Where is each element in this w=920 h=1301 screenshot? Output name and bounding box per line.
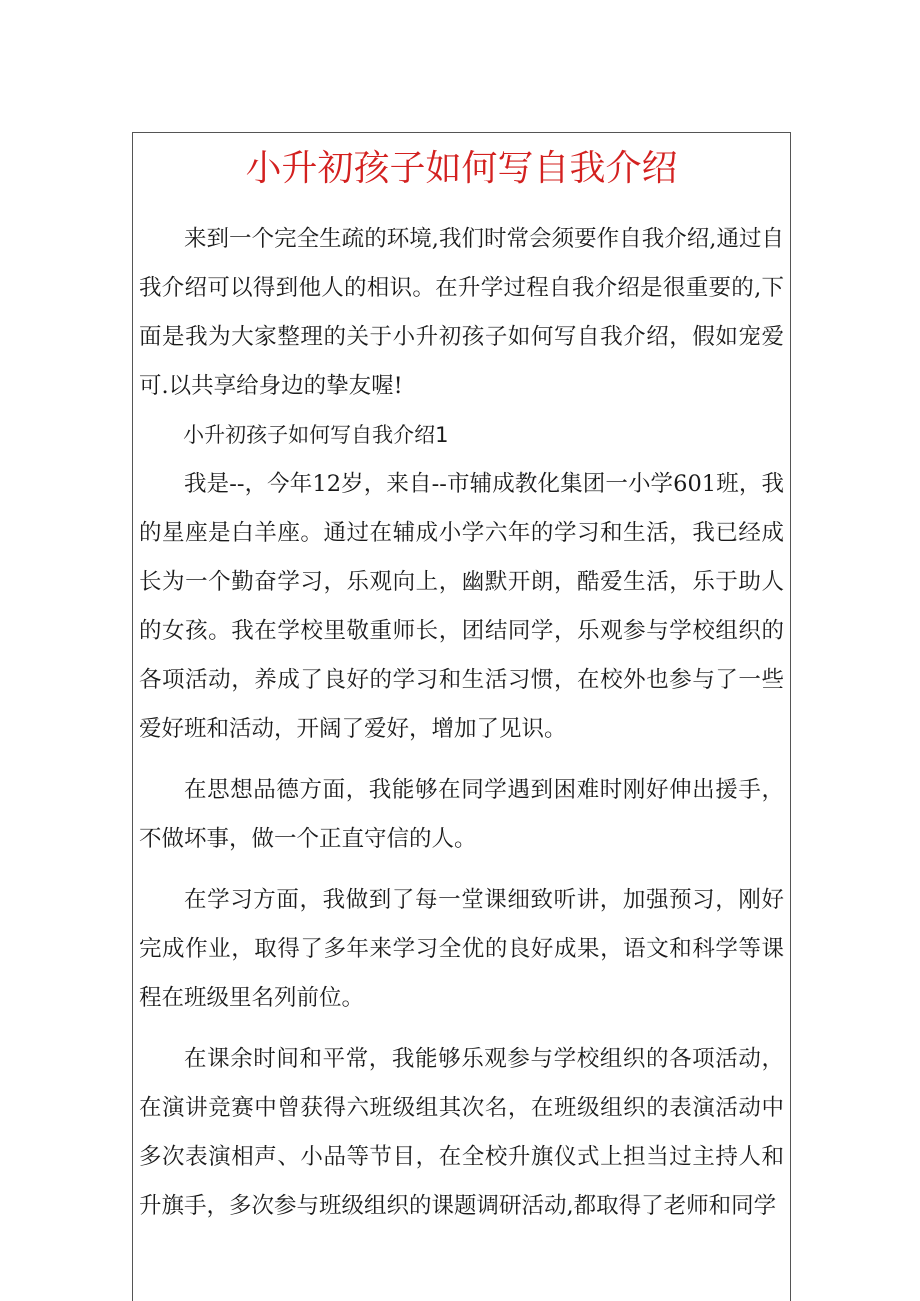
body-paragraph-3: 在学习方面，我做到了每一堂课细致听讲，加强预习，刚好完成作业，取得了多年来学习全优的良好成果，语文和科学等课程在班级里名列前位。 <box>139 887 784 1011</box>
body-paragraph-4: 在课余时间和平常，我能够乐观参与学校组织的各项活动，在演讲竞赛中曾获得六班级组其次名，在班级组织的表演活动中多次表演相声、小品等节目，在全校升旗仪式上担当过主持人和升旗手，多次参与班级组织的课题调研活动,都取得了老师和同学 <box>139 1046 784 1219</box>
document-body <box>133 193 790 1231</box>
body-paragraph-1: 我是--，今年12岁，来自--市辅成教化集团一小学601班，我的星座是白羊座。通过在辅成小学六年的学习和生活，我已经成长为一个勤奋学习，乐观向上，幽默开朗，酷爱生活，乐于助人的女孩。我在学校里敬重师长，团结同学，乐观参与学校组织的各项活动，养成了良好的学习和生活习惯，在校外也参与了一些爱好班和活动，开阔了爱好，增加了见识。 <box>139 471 784 742</box>
intro-paragraph: 来到一个完全生疏的环境,我们时常会须要作自我介绍,通过自我介绍可以得到他人的相识。在升学过程自我介绍是很重要的,下面是我为大家整理的关于小升初孩子如何写自我介绍，假如宠爱可.以共享给身边的挚友喔! <box>139 226 784 399</box>
body-paragraph-2: 在思想品德方面，我能够在同学遇到困难时刚好伸出援手，不做坏事，做一个正直守信的人。 <box>139 777 784 852</box>
document-frame <box>132 132 791 1301</box>
document-title: 小升初孩子如何写自我介绍 <box>245 148 678 189</box>
section-subtitle: 小升初孩子如何写自我介绍1 <box>183 423 449 447</box>
